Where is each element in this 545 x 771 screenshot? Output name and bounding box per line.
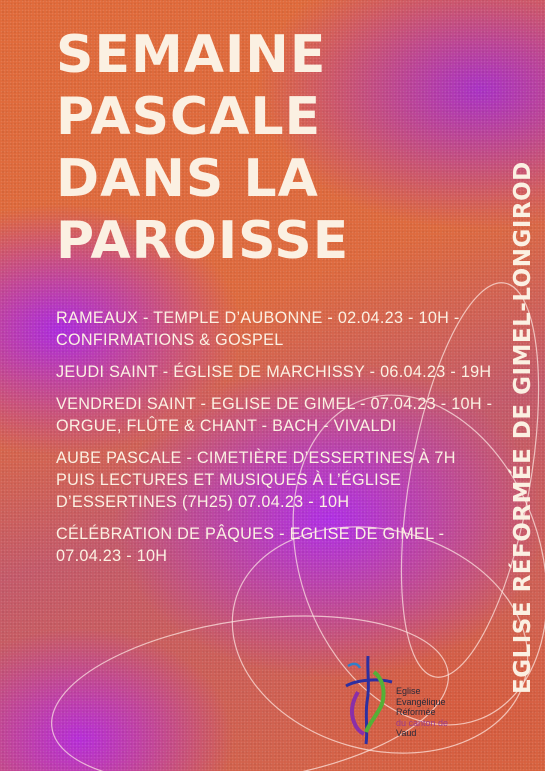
event-item: CÉLÉBRATION DE PÂQUES - EGLISE DE GIMEL - 07.04.23 - 10H	[56, 525, 445, 565]
logo-line: Réformée	[396, 707, 436, 717]
logo-line: Vaud	[396, 728, 417, 738]
event-item: AUBE PASCALE - CIMETIÈRE D’ESSERTINES À 7H PUIS LECTURES ET MUSIQUES À L’ÉGLISE D’ESSERTINES (7H25) 07.04.23 - 10H	[56, 449, 456, 511]
event-list	[56, 307, 496, 577]
logo-line: Eglise	[396, 686, 421, 696]
poster-title	[56, 24, 416, 272]
cross-dove-logo-icon	[340, 652, 396, 747]
title-line: DANS LA	[56, 149, 319, 209]
title-line: PASCALE	[56, 87, 322, 147]
title-line: SEMAINE	[56, 25, 327, 85]
event-item: JEUDI SAINT - ÉGLISE DE MARCHISSY - 06.04.23 - 19H	[56, 363, 492, 381]
logo-line: du canton de	[396, 717, 449, 728]
parish-name-vertical: EGLISE RÉFORMÉE DE GIMEL-LONGIROD	[510, 161, 536, 694]
event-item: VENDREDI SAINT - EGLISE DE GIMEL - 07.04.23 - 10H - ORGUE, FLÛTE & CHANT - BACH - VIVALDI	[56, 395, 493, 435]
event-item: RAMEAUX - TEMPLE D’AUBONNE - 02.04.23 - 10H - CONFIRMATIONS & GOSPEL	[56, 309, 460, 349]
church-logo	[340, 652, 470, 752]
logo-text	[396, 686, 448, 739]
title-line: PAROISSE	[56, 211, 350, 271]
logo-line: Evangélique	[396, 696, 446, 707]
